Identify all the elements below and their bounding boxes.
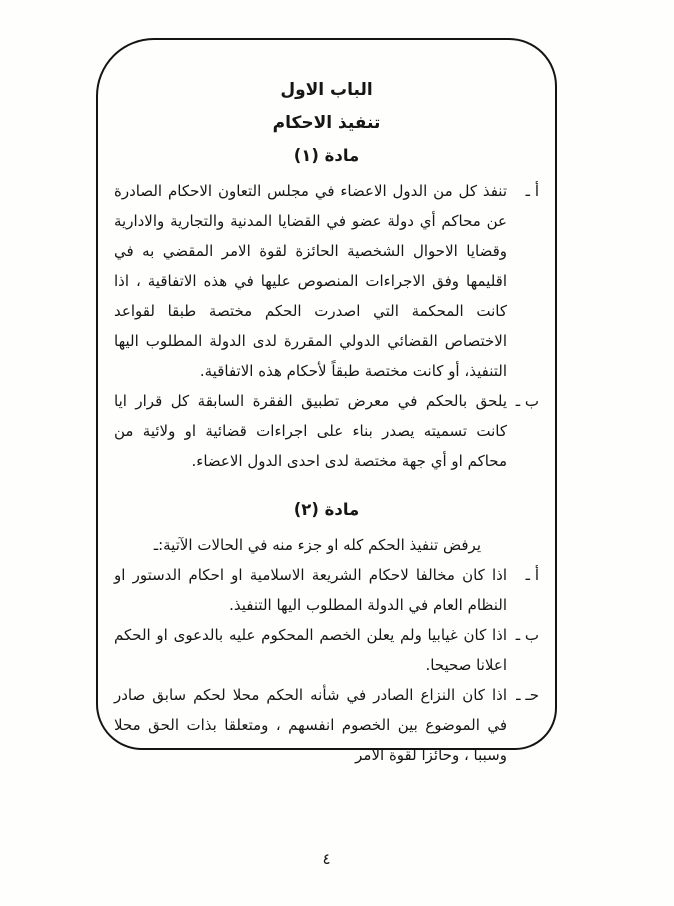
- article-1-item-b: [114, 386, 539, 476]
- article-1-item-a: [114, 176, 539, 386]
- article-2-item-b-marker: ب ـ: [515, 626, 539, 644]
- article-2-item-j-text: اذا كان النزاع الصادر في شأنه الحكم محلا لحكم سابق صادر في الموضوع بين الخصوم انفسهم ، ومتعلقا بذات الحق محلا وسببا ، وحائزا لقوة الامر: [114, 686, 507, 764]
- article-2-item-j-marker: حـ ـ: [516, 686, 539, 704]
- article-1-item-a-text: تنفذ كل من الدول الاعضاء في مجلس التعاون الاحكام الصادرة عن محاكم أي دولة عضو في القضايا المدنية والتجارية والادارية وقضايا الاحوال الشخصية الحائزة لقوة الامر المقضي به في اقليمها وفق الاجراءات المنصوص عليها في هذه الاتفاقية ، اذا كانت المحكمة التي اصدرت الحكم مختصة طبقا لقواعد الاختصاص القضائي الدولي المقررة لدى الدولة المطلوب اليها التنفيذ، أو كانت مختصة طبقاً لأحكام هذه الاتفاقية.: [114, 182, 507, 380]
- article-2-item-b: [114, 620, 539, 680]
- page-number: ٤: [322, 850, 331, 868]
- article-1-item-b-text: يلحق بالحكم في معرض تطبيق الفقرة السابقة كل قرار ايا كانت تسميته يصدر بناء على اجراءات قضائية او ولائية من محاكم او أي جهة مختصة لدى احدى الدول الاعضاء.: [114, 392, 507, 470]
- article-2-item-j: [114, 680, 539, 770]
- chapter-title: الباب الاول: [280, 80, 373, 100]
- article-1-item-a-marker: أ ـ: [525, 182, 539, 200]
- article-2-item-a-text: اذا كان مخالفا لاحكام الشريعة الاسلامية او احكام الدستور او النظام العام في الدولة المطلوب اليها التنفيذ.: [114, 566, 507, 614]
- article-2-item-b-text: اذا كان غيابيا ولم يعلن الخصم المحكوم عليه بالدعوى او الحكم اعلانا صحيحا.: [114, 626, 507, 674]
- article-2: [114, 498, 539, 770]
- section-title: تنفيذ الاحكام: [272, 113, 381, 133]
- document-border-frame: [96, 38, 557, 764]
- article-1-item-b-marker: ب ـ: [515, 392, 539, 410]
- article-2-item-a-marker: أ ـ: [525, 566, 539, 584]
- article-2-intro: يرفض تنفيذ الحكم كله او جزء منه في الحالات الآتية:ـ: [153, 536, 481, 554]
- article-2-heading: مادة (٢): [293, 500, 360, 519]
- article-1: [114, 144, 539, 476]
- article-2-item-a: [114, 560, 539, 620]
- article-1-heading: مادة (١): [293, 146, 360, 165]
